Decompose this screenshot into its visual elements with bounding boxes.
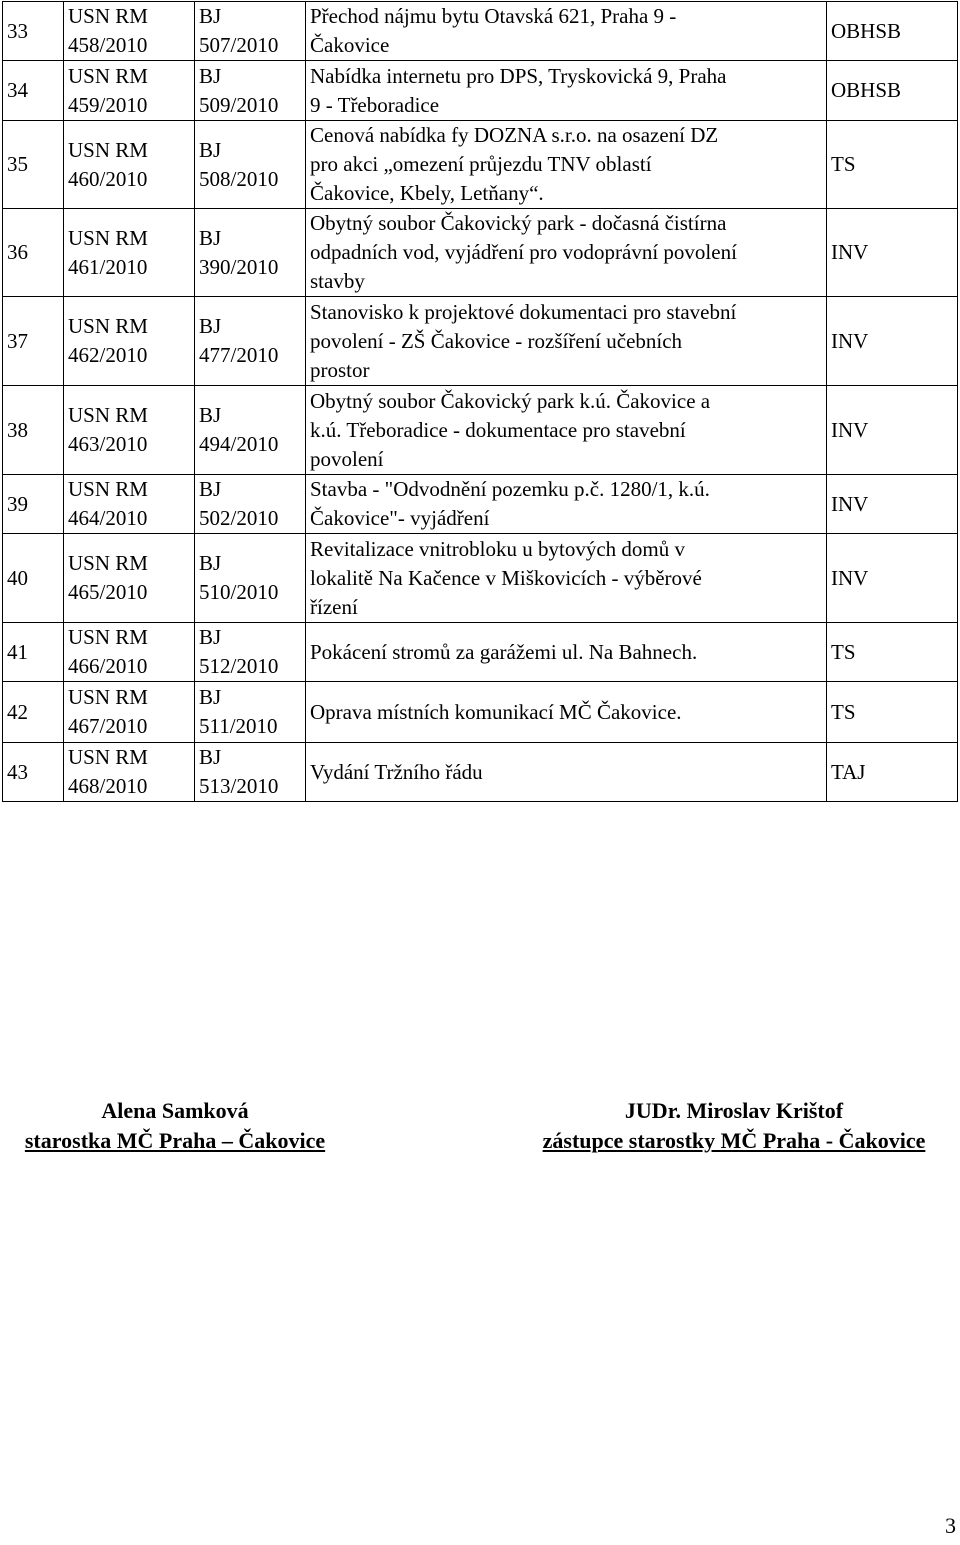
agenda-number — [195, 534, 306, 623]
resolution-number-line: USN RM — [68, 63, 148, 88]
subject-line: Přechod nájmu bytu Otavská 621, Praha 9 - — [310, 4, 677, 28]
subject — [306, 2, 827, 61]
resolutions-table-body — [3, 2, 958, 802]
subject-line: Čakovice, Kbely, Letňany“. — [310, 181, 544, 205]
subject — [306, 386, 827, 475]
agenda-number — [195, 209, 306, 297]
agenda-number-line: BJ — [199, 745, 222, 769]
subject-line: odpadních vod, vyjádření pro vodoprávní povolení — [310, 240, 737, 264]
subject-line: Vydání Tržního řádu — [310, 759, 483, 784]
agenda-number-line: BJ — [199, 137, 222, 162]
subject-line: k.ú. Třeboradice - dokumentace pro stavební — [310, 417, 686, 442]
subject-line: pro akci „omezení průjezdu TNV oblastí — [310, 152, 652, 176]
table-row — [3, 61, 958, 121]
agenda-number — [195, 743, 306, 802]
subject-line: 9 - Třeboradice — [310, 92, 440, 117]
department: TS — [827, 682, 958, 743]
resolution-number-line: USN RM — [68, 314, 148, 338]
agenda-number — [195, 386, 306, 475]
resolution-number-line: 459/2010 — [68, 92, 148, 117]
table-row — [3, 534, 958, 623]
agenda-number-line: BJ — [199, 625, 222, 649]
resolution-number-line: USN RM — [68, 625, 148, 649]
subject-line: řízení — [310, 594, 358, 619]
table-row — [3, 682, 958, 743]
table-row — [3, 623, 958, 682]
resolution-number-line: 458/2010 — [68, 33, 148, 57]
agenda-number-line: 511/2010 — [199, 714, 278, 738]
row-number: 42 — [3, 682, 64, 743]
agenda-number — [195, 623, 306, 682]
resolution-number-line: USN RM — [68, 551, 148, 575]
agenda-number-line: 513/2010 — [199, 774, 279, 798]
signature-left-name: Alena Samková — [101, 1098, 249, 1123]
resolution-number — [64, 743, 195, 802]
row-number: 37 — [3, 297, 64, 386]
subject — [306, 743, 827, 802]
department: OBHSB — [827, 61, 958, 121]
subject-line: Obytný soubor Čakovický park k.ú. Čakovice a — [310, 388, 711, 413]
table-row — [3, 2, 958, 61]
resolution-number-line: USN RM — [68, 745, 148, 769]
agenda-number-line: 507/2010 — [199, 33, 279, 57]
resolution-number-line: USN RM — [68, 477, 148, 501]
subject — [306, 534, 827, 623]
subject-line: povolení — [310, 446, 384, 471]
subject-line: Stanovisko k projektové dokumentaci pro stavební — [310, 299, 737, 324]
agenda-number-line: BJ — [199, 477, 222, 501]
resolution-number-line: USN RM — [68, 685, 148, 709]
subject — [306, 682, 827, 743]
table-row — [3, 297, 958, 386]
page-number: 3 — [945, 1513, 956, 1538]
subject — [306, 209, 827, 297]
department: INV — [827, 209, 958, 297]
row-number: 38 — [3, 386, 64, 475]
resolution-number — [64, 386, 195, 475]
subject — [306, 121, 827, 209]
table-row — [3, 121, 958, 209]
agenda-number-line: 494/2010 — [199, 432, 279, 456]
row-number: 39 — [3, 475, 64, 534]
resolution-number-line: 463/2010 — [68, 432, 148, 456]
signature-right-name: JUDr. Miroslav Krištof — [624, 1098, 844, 1123]
subject-line: Cenová nabídka fy DOZNA s.r.o. na osazení DZ — [310, 123, 719, 147]
agenda-number-line: 509/2010 — [199, 92, 279, 117]
signature-right-role: zástupce starostky MČ Praha - Čakovice — [542, 1128, 926, 1153]
subject-line: Revitalizace vnitrobloku u bytových domů v — [310, 536, 686, 561]
subject-line: Pokácení stromů za garážemi ul. Na Bahnech. — [310, 639, 698, 664]
agenda-number — [195, 682, 306, 743]
agenda-number-line: BJ — [199, 314, 222, 338]
agenda-number-line: 390/2010 — [199, 254, 279, 279]
subject-line: Čakovice — [310, 33, 390, 57]
resolutions-table — [2, 1, 958, 802]
resolution-number-line: 466/2010 — [68, 654, 148, 678]
table-row — [3, 386, 958, 475]
resolution-number-line: 467/2010 — [68, 714, 148, 738]
subject-line: Stavba - "Odvodnění pozemku p.č. 1280/1, k.ú. — [310, 477, 710, 501]
table-row — [3, 209, 958, 297]
department: INV — [827, 297, 958, 386]
resolution-number-line: 462/2010 — [68, 343, 148, 367]
agenda-number-line: BJ — [199, 4, 222, 28]
agenda-number-line: 512/2010 — [199, 654, 279, 678]
resolution-number — [64, 121, 195, 209]
row-number: 34 — [3, 61, 64, 121]
resolution-number — [64, 2, 195, 61]
agenda-number — [195, 121, 306, 209]
subject-line: lokalitě Na Kačence v Miškovicích - výběrové — [310, 565, 702, 590]
agenda-number — [195, 2, 306, 61]
signature-right — [512, 1096, 956, 1156]
resolution-number — [64, 475, 195, 534]
row-number: 33 — [3, 2, 64, 61]
subject — [306, 297, 827, 386]
agenda-number-line: BJ — [199, 63, 222, 88]
resolution-number-line: 468/2010 — [68, 774, 148, 798]
resolution-number-line: USN RM — [68, 137, 148, 162]
subject-line: prostor — [310, 357, 370, 382]
resolution-number-line: 460/2010 — [68, 166, 148, 191]
row-number: 43 — [3, 743, 64, 802]
agenda-number-line: 502/2010 — [199, 506, 279, 530]
agenda-number-line: 510/2010 — [199, 580, 279, 604]
resolution-number — [64, 61, 195, 121]
subject — [306, 475, 827, 534]
agenda-number — [195, 297, 306, 386]
agenda-number-line: BJ — [199, 685, 222, 709]
row-number: 36 — [3, 209, 64, 297]
department: INV — [827, 534, 958, 623]
resolution-number — [64, 534, 195, 623]
signature-left-role: starostka MČ Praha – Čakovice — [24, 1128, 326, 1153]
signature-left — [0, 1096, 350, 1156]
table-row — [3, 743, 958, 802]
resolution-number-line: USN RM — [68, 4, 148, 28]
agenda-number-line: BJ — [199, 225, 222, 250]
department: TAJ — [827, 743, 958, 802]
agenda-number-line: 508/2010 — [199, 166, 279, 191]
agenda-number — [195, 61, 306, 121]
subject-line: Oprava místních komunikací MČ Čakovice. — [310, 699, 682, 724]
agenda-number-line: BJ — [199, 551, 222, 575]
subject-line: Čakovice"- vyjádření — [310, 506, 490, 530]
resolution-number — [64, 209, 195, 297]
resolution-number-line: USN RM — [68, 403, 148, 427]
resolution-number — [64, 682, 195, 743]
row-number: 35 — [3, 121, 64, 209]
subject — [306, 623, 827, 682]
department: OBHSB — [827, 2, 958, 61]
resolution-number-line: 464/2010 — [68, 506, 148, 530]
department: INV — [827, 386, 958, 475]
agenda-number — [195, 475, 306, 534]
department: TS — [827, 623, 958, 682]
resolution-number — [64, 623, 195, 682]
table-row — [3, 475, 958, 534]
resolution-number-line: 461/2010 — [68, 254, 148, 279]
subject-line: stavby — [310, 269, 365, 293]
department: TS — [827, 121, 958, 209]
agenda-number-line: BJ — [199, 403, 222, 427]
row-number: 40 — [3, 534, 64, 623]
resolution-number — [64, 297, 195, 386]
resolution-number-line: USN RM — [68, 225, 148, 250]
department: INV — [827, 475, 958, 534]
subject-line: Nabídka internetu pro DPS, Tryskovická 9, Praha — [310, 63, 727, 88]
agenda-number-line: 477/2010 — [199, 343, 279, 367]
row-number: 41 — [3, 623, 64, 682]
subject-line: povolení - ZŠ Čakovice - rozšíření učebních — [310, 328, 683, 353]
subject-line: Obytný soubor Čakovický park - dočasná čistírna — [310, 211, 727, 235]
subject — [306, 61, 827, 121]
resolution-number-line: 465/2010 — [68, 580, 148, 604]
